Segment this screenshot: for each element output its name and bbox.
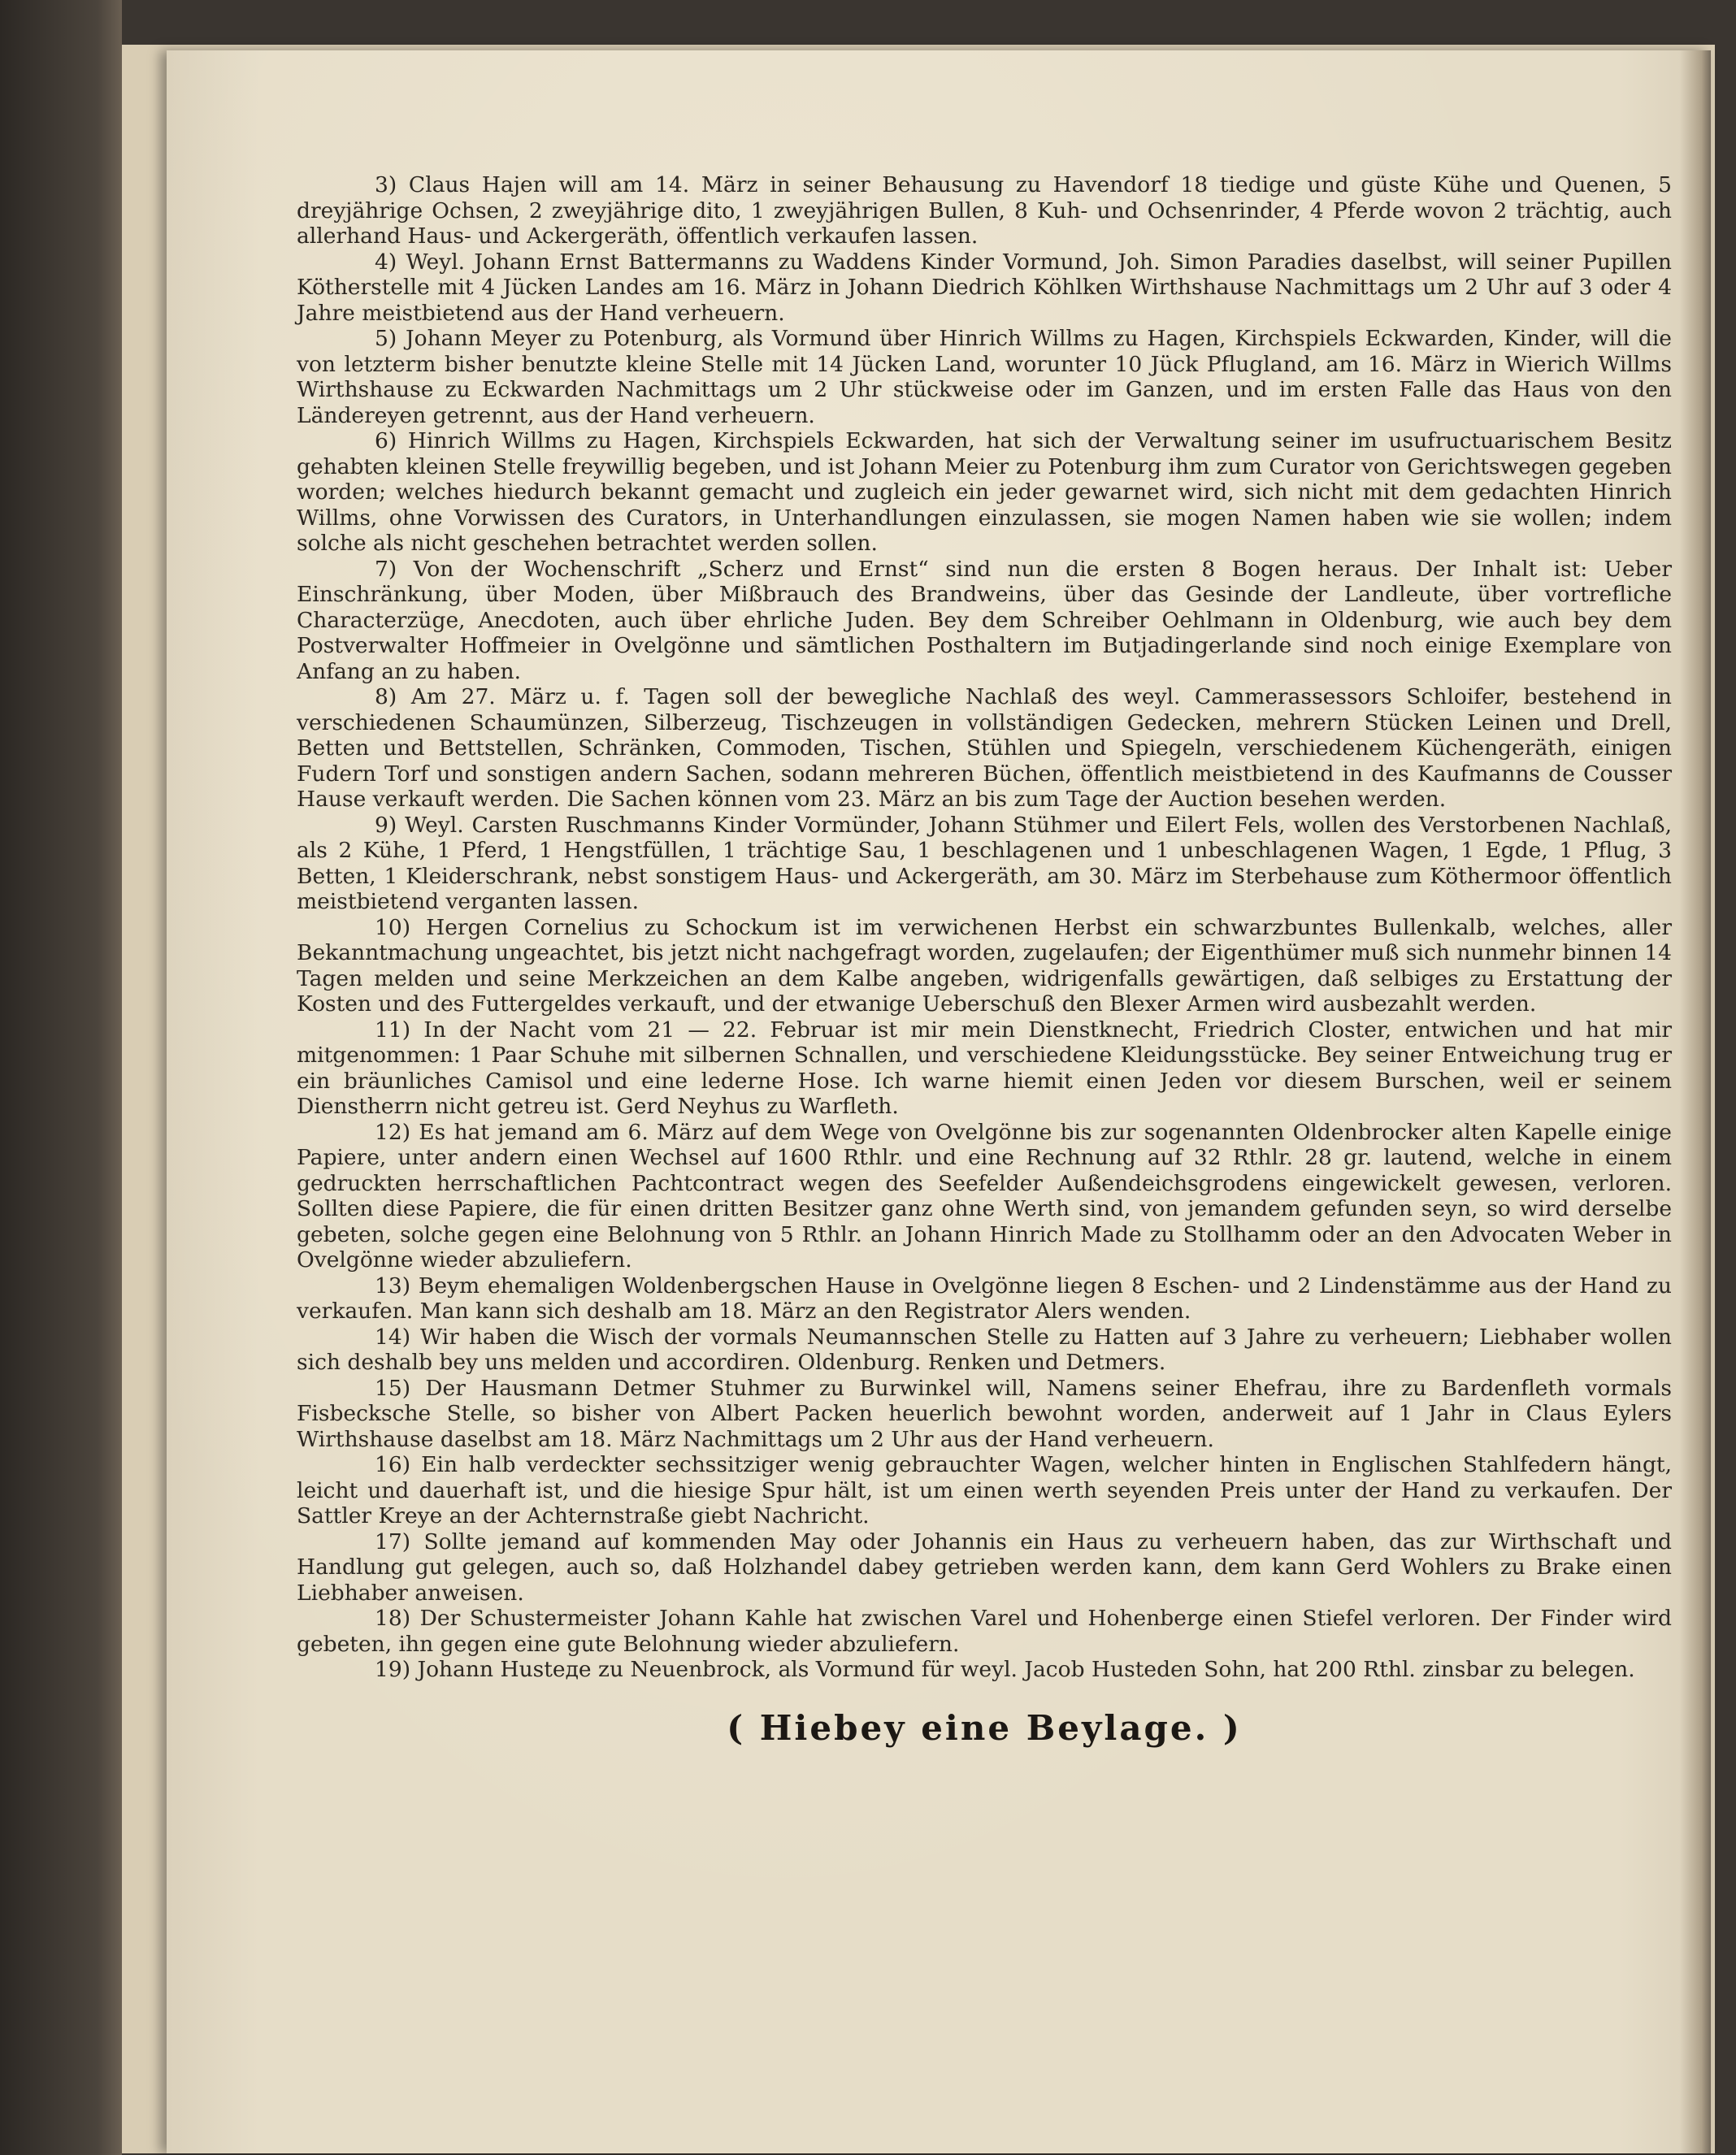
notice-17: 17) Sollte jemand auf kommenden May oder Johannis ein Haus zu verheuern haben, das zur Wirthschaft und Handlung gut gelegen, auch so, daß Holzhandel dabey getrieben werden kann, dem kann Gerd Wohlers zu Brake einen Liebhaber anweisen.: [297, 1528, 1672, 1606]
notice-4: 4) Weyl. Johann Ernst Battermanns zu Waddens Kinder Vormund, Joh. Simon Paradies daselbst, will seiner Pupillen Kötherstelle mit 4 Jücken Landes am 16. März in Johann Diedrich Köhlken Wirthshause Nachmittags um 2 Uhr auf 3 oder 4 Jahre meistbietend aus der Hand verheuern.: [297, 249, 1672, 326]
notice-14: 14) Wir haben die Wisch der vormals Neumannschen Stelle zu Hatten auf 3 Jahre zu verheuern; Liebhaber wollen sich deshalb bey uns melden und accordiren. Oldenburg. Renken und Detmers.: [297, 1324, 1672, 1375]
notice-13: 13) Beym ehemaligen Woldenbergschen Hause in Ovelgönne liegen 8 Eschen- und 2 Lindenstämme aus der Hand zu verkaufen. Man kann sich deshalb am 18. März an den Registrator Alers wenden.: [297, 1273, 1672, 1324]
notice-10: 10) Hergen Cornelius zu Schockum ist im verwichenen Herbst ein schwarzbuntes Bullenkalb, welches, aller Bekanntmachung ungeachtet, bis jetzt nicht nachgefragt worden, zugelaufen; der Eigenthümer muß sich nunmehr binnen 14 Tagen melden und seine Merkzeichen an dem Kalbe angeben, widrigenfalls gewärtigen, daß selbiges zu Erstattung der Kosten und des Futtergeldes verkauft, und der etwanige Ueberschuß den Blexer Armen wird ausbezahlt werden.: [297, 914, 1672, 1017]
notice-9: 9) Weyl. Carsten Ruschmanns Kinder Vormünder, Johann Stühmer und Eilert Fels, wollen des Verstorbenen Nachlaß, als 2 Kühe, 1 Pferd, 1 Hengstfüllen, 1 trächtige Sau, 1 beschlagenen und 1 unbeschlagenen Wagen, 1 Egde, 1 Pflug, 3 Betten, 1 Kleiderschrank, nebst sonstigem Haus- und Ackergeräth, am 30. März im Sterbehause zum Köthermoor öffentlich meistbietend verganten lassen.: [297, 812, 1672, 914]
notice-15: 15) Der Hausmann Detmer Stuhmer zu Burwinkel will, Namens seiner Ehefrau, ihre zu Bardenfleth vormals Fisbecksche Stelle, so bisher von Albert Packen heuerlich bewohnt worden, anderweit auf 1 Jahr in Claus Eylers Wirthshause daselbst am 18. März Nachmittags um 2 Uhr aus der Hand verheuern.: [297, 1375, 1672, 1452]
notice-8: 8) Am 27. März u. f. Tagen soll der bewegliche Nachlaß des weyl. Cammerassessors Schloifer, bestehend in verschiedenen Schaumünzen, Silberzeug, Tischzeugen in vollständigen Gedecken, mehrern Stücken Leinen und Drell, Betten und Bettstellen, Schränken, Commoden, Tischen, Stühlen und Spiegeln, verschiedenem Küchengeräth, einigen Fudern Torf und sonstigen andern Sachen, sodann mehreren Büchen, öffentlich meistbietend in des Kaufmanns de Cousser Hause verkauft werden. Die Sachen können vom 23. März an bis zum Tage der Auction besehen werden.: [297, 684, 1672, 812]
notice-11: 11) In der Nacht vom 21 — 22. Februar ist mir mein Dienstknecht, Friedrich Closter, entwichen und hat mir mitgenommen: 1 Paar Schuhe mit silbernen Schnallen, und verschiedene Kleidungsstücke. Bey seiner Entweichung trug er ein bräunliches Camisol und eine lederne Hose. Ich warne hiemit einen Jeden vor diesem Burschen, weil er seinem Dienstherrn nicht getreu ist. Gerd Neyhus zu Warfleth.: [297, 1017, 1672, 1119]
notice-6: 6) Hinrich Willms zu Hagen, Kirchspiels Eckwarden, hat sich der Verwaltung seiner im usufructuarischem Besitz gehabten kleinen Stelle freywillig begeben, und ist Johann Meier zu Potenburg ihm zum Curator von Gerichtswegen gegeben worden; welches hiedurch bekannt gemacht und zugleich ein jeder gewarnet wird, sich nicht mit dem gedachten Hinrich Willms, ohne Vorwissen des Curators, in Unterhandlungen einzulassen, sie mogen Namen haben wie sie wollen; indem solche als nicht geschehen betrachtet werden sollen.: [297, 428, 1672, 556]
notice-5: 5) Johann Meyer zu Potenburg, als Vormund über Hinrich Willms zu Hagen, Kirchspiels Eckwarden, Kinder, will die von letzterm bisher benutzte kleine Stelle mit 14 Jücken Land, worunter 10 Jück Pflugland, am 16. März in Wierich Willms Wirthshause zu Eckwarden Nachmittags um 2 Uhr stückweise oder im Ganzen, und im ersten Falle das Haus von den Ländereyen getrennt, aus der Hand verheuern.: [297, 326, 1672, 428]
notice-12: 12) Es hat jemand am 6. März auf dem Wege von Ovelgönne bis zur sogenannten Oldenbrocker alten Kapelle einige Papiere, unter andern einen Wechsel auf 1600 Rthlr. und eine Rechnung auf 32 Rthlr. 28 gr. lautend, welche in einem gedruckten herrschaftlichen Pachtcontract wegen des Seefelder Außendeichsgrodens eingewickelt gewesen, verloren. Sollten diese Papiere, die für einen dritten Besitzer ganz ohne Werth sind, von jemandem gefunden seyn, so wird derselbe gebeten, solche gegen eine Belohnung von 5 Rthlr. an Johann Hinrich Made zu Stollhamm oder an den Advocaten Weber in Ovelgönne wieder abzuliefern.: [297, 1119, 1672, 1273]
supplement-note: ( Hiebey eine Beylage. ): [727, 1707, 1242, 1748]
scan-backdrop: [0, 0, 122, 2155]
page-content: [297, 172, 1672, 1748]
notice-16: 16) Ein halb verdeckter sechssitziger wenig gebrauchter Wagen, welcher hinten in Englischen Stahlfedern hängt, leicht und dauerhaft ist, und die hiesige Spur hält, ist um einen werth seyenden Preis unter der Hand zu verkaufen. Der Sattler Kreye an der Achternstraße giebt Nachricht.: [297, 1452, 1672, 1528]
newspaper-page: [167, 50, 1711, 2153]
page-spine-shadow: [1680, 50, 1711, 2153]
notice-7: 7) Von der Wochenschrift „Scherz und Ernst“ sind nun die ersten 8 Bogen heraus. Der Inhalt ist: Ueber Einschränkung, über Moden, über Mißbrauch des Brandweins, über das Gesinde der Landleute, über vortrefliche Characterzüge, Anecdoten, auch über ehrliche Juden. Bey dem Schreiber Oehlmann in Oldenburg, wie auch bey dem Postverwalter Hoffmeier in Ovelgönne und sämtlichen Posthaltern im Butjadingerlande sind noch einige Exemplare von Anfang an zu haben.: [297, 556, 1672, 684]
notice-18: 18) Der Schustermeister Johann Kahle hat zwischen Varel und Hohenberge einen Stiefel verloren. Der Finder wird gebeten, ihn gegen eine gute Belohnung wieder abzuliefern.: [297, 1606, 1672, 1657]
notice-3: 3) Claus Hajen will am 14. März in seiner Behausung zu Havendorf 18 tiedige und güste Kühe und Quenen, 5 dreyjährige Ochsen, 2 zweyjährige dito, 1 zweyjährigen Bullen, 8 Kuh- und Ochsenrinder, 4 Pferde wovon 2 trächtig, auch allerhand Haus- und Ackergeräth, öffentlich verkaufen lassen.: [297, 172, 1672, 249]
notice-19: 19) Johann Husteде zu Neuenbrock, als Vormund für weyl. Jacob Husteden Sohn, hat 200 Rthl. zinsbar zu belegen.: [375, 1657, 1635, 1682]
